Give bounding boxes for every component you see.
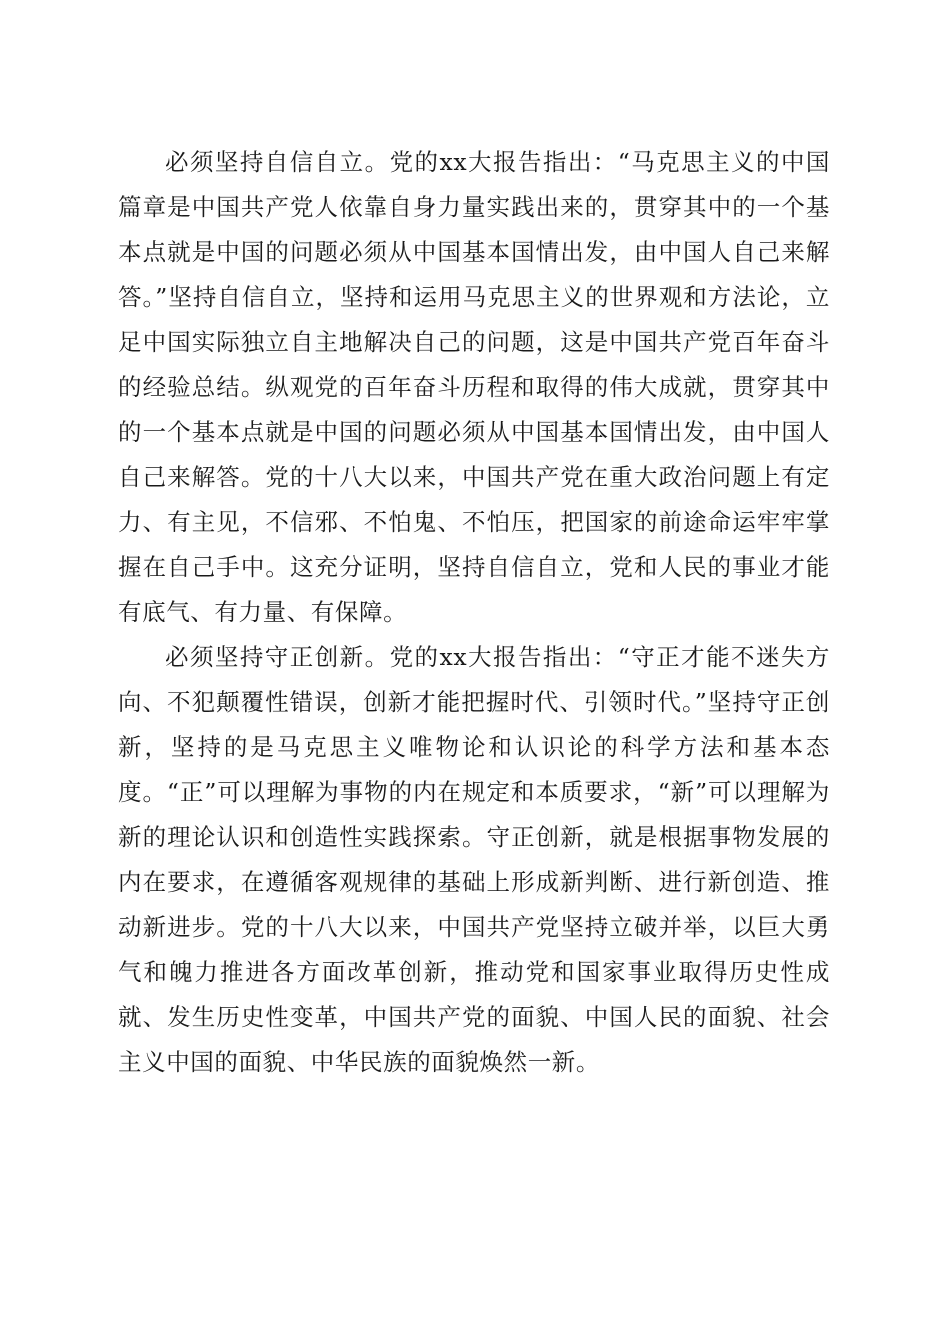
paragraph-upholding-innovation: 必须坚持守正创新。党的xx大报告指出：“守正才能不迷失方向、不犯颠覆性错误，创新才能把握时代、引领时代。”坚持守正创新，坚持的是马克思主义唯物论和认识论的科学方法和基本态度。“正”可以理解为事物的内在规定和本质要求，“新”可以理解为新的理论认识和创造性实践探索。守正创新，就是根据事物发展的内在要求，在遵循客观规律的基础上形成新判断、进行新创造、推动新进步。党的十八大以来，中国共产党坚持立破并举，以巨大勇气和魄力推进各方面改革创新，推动党和国家事业取得历史性成就、发生历史性变革，中国共产党的面貌、中国人民的面貌、社会主义中国的面貌、中华民族的面貌焕然一新。 (118, 643, 830, 1076)
document-body (118, 140, 830, 1085)
paragraph-self-confidence: 必须坚持自信自立。党的xx大报告指出：“马克思主义的中国篇章是中国共产党人依靠自身力量实践出来的，贯穿其中的一个基本点就是中国的问题必须从中国基本国情出发，由中国人自己来解答。”坚持自信自立，坚持和运用马克思主义的世界观和方法论，立足中国实际独立自主地解决自己的问题，这是中国共产党百年奋斗的经验总结。纵观党的百年奋斗历程和取得的伟大成就，贯穿其中的一个基本点就是中国的问题必须从中国基本国情出发，由中国人自己来解答。党的十八大以来，中国共产党在重大政治问题上有定力、有主见，不信邪、不怕鬼、不怕压，把国家的前途命运牢牢掌握在自己手中。这充分证明，坚持自信自立，党和人民的事业才能有底气、有力量、有保障。 (118, 148, 830, 626)
